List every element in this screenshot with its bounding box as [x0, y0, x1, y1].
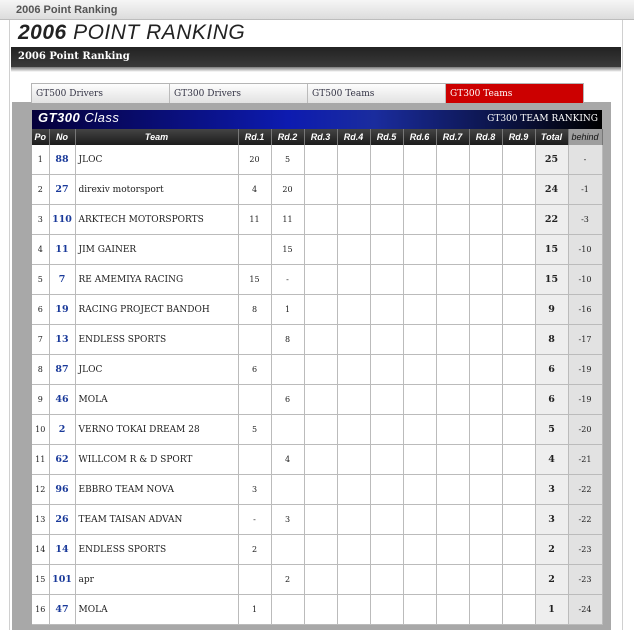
round-5-points-cell: [370, 325, 403, 355]
car-number-cell: 88: [49, 145, 75, 175]
round-6-points-cell: [403, 565, 436, 595]
round-2-points-cell: 4: [271, 445, 304, 475]
total-points-cell: 8: [535, 325, 568, 355]
round-7-points-cell: [436, 535, 469, 565]
round-1-points-cell: 15: [238, 265, 271, 295]
round-7-points-cell: [436, 505, 469, 535]
round-4-points-cell: [337, 325, 370, 355]
table-row: [32, 505, 602, 535]
round-4-points-cell: [337, 295, 370, 325]
points-behind-cell: -22: [568, 505, 602, 535]
round-9-points-cell: [502, 595, 535, 625]
total-points-cell: 22: [535, 205, 568, 235]
position-cell: 4: [32, 235, 49, 265]
points-behind-cell: -3: [568, 205, 602, 235]
table-row: [32, 565, 602, 595]
class-header-bar: [32, 110, 602, 129]
car-number-cell: 11: [49, 235, 75, 265]
points-behind-cell: -10: [568, 235, 602, 265]
round-7-points-cell: [436, 145, 469, 175]
round-5-points-cell: [370, 265, 403, 295]
round-1-points-cell: [238, 445, 271, 475]
round-4-points-cell: [337, 385, 370, 415]
table-row: [32, 325, 602, 355]
round-8-points-cell: [469, 475, 502, 505]
round-1-points-cell: 5: [238, 415, 271, 445]
car-number-cell: 26: [49, 505, 75, 535]
car-number-cell: 2: [49, 415, 75, 445]
round-4-points-cell: [337, 175, 370, 205]
car-number-cell: 19: [49, 295, 75, 325]
round-7-points-cell: [436, 325, 469, 355]
round-4-points-cell: [337, 445, 370, 475]
table-row: [32, 235, 602, 265]
round-2-points-cell: [271, 355, 304, 385]
position-cell: 9: [32, 385, 49, 415]
round-3-points-cell: [304, 475, 337, 505]
team-name-cell: RACING PROJECT BANDOH: [75, 295, 238, 325]
points-behind-cell: -1: [568, 175, 602, 205]
round-8-points-cell: [469, 535, 502, 565]
team-name-cell: JLOC: [75, 145, 238, 175]
round-3-points-cell: [304, 175, 337, 205]
round-5-points-cell: [370, 385, 403, 415]
round-8-points-cell: [469, 385, 502, 415]
round-6-points-cell: [403, 445, 436, 475]
col-header-behind: behind: [568, 129, 602, 145]
team-name-cell: ENDLESS SPORTS: [75, 325, 238, 355]
round-8-points-cell: [469, 205, 502, 235]
car-number-cell: 96: [49, 475, 75, 505]
points-behind-cell: -: [568, 145, 602, 175]
col-header-rd9: Rd.9: [502, 129, 535, 145]
round-1-points-cell: 6: [238, 355, 271, 385]
car-number-cell: 87: [49, 355, 75, 385]
round-8-points-cell: [469, 145, 502, 175]
round-2-points-cell: [271, 415, 304, 445]
col-header-rd1: Rd.1: [238, 129, 271, 145]
car-number-cell: 62: [49, 445, 75, 475]
round-4-points-cell: [337, 235, 370, 265]
col-header-rd5: Rd.5: [370, 129, 403, 145]
round-7-points-cell: [436, 295, 469, 325]
round-8-points-cell: [469, 235, 502, 265]
position-cell: 1: [32, 145, 49, 175]
round-5-points-cell: [370, 535, 403, 565]
round-4-points-cell: [337, 145, 370, 175]
round-2-points-cell: 1: [271, 295, 304, 325]
points-behind-cell: -20: [568, 415, 602, 445]
position-cell: 2: [32, 175, 49, 205]
round-2-points-cell: 2: [271, 565, 304, 595]
round-5-points-cell: [370, 565, 403, 595]
position-cell: 14: [32, 535, 49, 565]
table-row: [32, 205, 602, 235]
round-5-points-cell: [370, 445, 403, 475]
round-3-points-cell: [304, 415, 337, 445]
table-row: [32, 535, 602, 565]
col-header-po: Po: [32, 129, 49, 145]
ranking-caption: GT300 TEAM RANKING: [487, 114, 598, 124]
round-9-points-cell: [502, 565, 535, 595]
round-7-points-cell: [436, 355, 469, 385]
car-number-cell: 46: [49, 385, 75, 415]
round-9-points-cell: [502, 325, 535, 355]
team-name-cell: ENDLESS SPORTS: [75, 535, 238, 565]
car-number-cell: 14: [49, 535, 75, 565]
car-number-cell: 101: [49, 565, 75, 595]
round-4-points-cell: [337, 415, 370, 445]
round-7-points-cell: [436, 475, 469, 505]
total-points-cell: 15: [535, 235, 568, 265]
round-2-points-cell: 3: [271, 505, 304, 535]
round-8-points-cell: [469, 265, 502, 295]
total-points-cell: 2: [535, 565, 568, 595]
round-3-points-cell: [304, 535, 337, 565]
round-3-points-cell: [304, 385, 337, 415]
round-3-points-cell: [304, 205, 337, 235]
position-cell: 3: [32, 205, 49, 235]
round-8-points-cell: [469, 445, 502, 475]
points-behind-cell: -19: [568, 385, 602, 415]
category-tabs: [31, 83, 584, 103]
round-3-points-cell: [304, 595, 337, 625]
round-8-points-cell: [469, 415, 502, 445]
round-1-points-cell: [238, 565, 271, 595]
points-behind-cell: -24: [568, 595, 602, 625]
car-number-cell: 27: [49, 175, 75, 205]
points-behind-cell: -22: [568, 475, 602, 505]
position-cell: 7: [32, 325, 49, 355]
table-body: [32, 145, 602, 625]
tab-gt300-teams[interactable]: GT300 Teams: [446, 84, 583, 103]
round-7-points-cell: [436, 235, 469, 265]
round-9-points-cell: [502, 385, 535, 415]
round-2-points-cell: 6: [271, 385, 304, 415]
round-5-points-cell: [370, 145, 403, 175]
round-1-points-cell: 3: [238, 475, 271, 505]
round-6-points-cell: [403, 205, 436, 235]
round-4-points-cell: [337, 475, 370, 505]
round-3-points-cell: [304, 505, 337, 535]
position-cell: 16: [32, 595, 49, 625]
team-name-cell: JLOC: [75, 355, 238, 385]
round-3-points-cell: [304, 355, 337, 385]
total-points-cell: 2: [535, 535, 568, 565]
round-5-points-cell: [370, 505, 403, 535]
position-cell: 8: [32, 355, 49, 385]
points-behind-cell: -10: [568, 265, 602, 295]
round-9-points-cell: [502, 505, 535, 535]
table-row: [32, 175, 602, 205]
round-5-points-cell: [370, 295, 403, 325]
total-points-cell: 25: [535, 145, 568, 175]
team-name-cell: direxiv motorsport: [75, 175, 238, 205]
table-row: [32, 265, 602, 295]
round-9-points-cell: [502, 415, 535, 445]
round-8-points-cell: [469, 505, 502, 535]
round-1-points-cell: 20: [238, 145, 271, 175]
round-1-points-cell: -: [238, 505, 271, 535]
total-points-cell: 1: [535, 595, 568, 625]
team-name-cell: RE AMEMIYA RACING: [75, 265, 238, 295]
team-name-cell: JIM GAINER: [75, 235, 238, 265]
round-6-points-cell: [403, 385, 436, 415]
position-cell: 5: [32, 265, 49, 295]
class-label-suffix: Class: [84, 110, 120, 125]
round-3-points-cell: [304, 445, 337, 475]
car-number-cell: 7: [49, 265, 75, 295]
round-2-points-cell: 20: [271, 175, 304, 205]
class-label: [38, 110, 119, 125]
round-5-points-cell: [370, 415, 403, 445]
round-6-points-cell: [403, 235, 436, 265]
section-bar: 2006 Point Ranking: [11, 47, 621, 67]
team-name-cell: EBBRO TEAM NOVA: [75, 475, 238, 505]
round-6-points-cell: [403, 295, 436, 325]
round-1-points-cell: [238, 385, 271, 415]
round-1-points-cell: [238, 235, 271, 265]
team-name-cell: MOLA: [75, 385, 238, 415]
points-behind-cell: -21: [568, 445, 602, 475]
round-2-points-cell: [271, 475, 304, 505]
col-header-team: Team: [75, 129, 238, 145]
col-header-rd6: Rd.6: [403, 129, 436, 145]
round-3-points-cell: [304, 265, 337, 295]
table-row: [32, 595, 602, 625]
position-cell: 10: [32, 415, 49, 445]
points-behind-cell: -23: [568, 535, 602, 565]
round-6-points-cell: [403, 595, 436, 625]
round-5-points-cell: [370, 595, 403, 625]
col-header-rd7: Rd.7: [436, 129, 469, 145]
round-9-points-cell: [502, 205, 535, 235]
round-2-points-cell: 15: [271, 235, 304, 265]
round-8-points-cell: [469, 595, 502, 625]
table-row: [32, 355, 602, 385]
total-points-cell: 15: [535, 265, 568, 295]
round-8-points-cell: [469, 325, 502, 355]
col-header-rd2: Rd.2: [271, 129, 304, 145]
round-2-points-cell: 11: [271, 205, 304, 235]
points-behind-cell: -23: [568, 565, 602, 595]
round-3-points-cell: [304, 145, 337, 175]
round-2-points-cell: 5: [271, 145, 304, 175]
tab-gt300-drivers[interactable]: GT300 Drivers: [170, 84, 308, 103]
car-number-cell: 110: [49, 205, 75, 235]
round-5-points-cell: [370, 355, 403, 385]
round-2-points-cell: 8: [271, 325, 304, 355]
total-points-cell: 5: [535, 415, 568, 445]
round-6-points-cell: [403, 535, 436, 565]
round-4-points-cell: [337, 505, 370, 535]
round-9-points-cell: [502, 475, 535, 505]
points-behind-cell: -19: [568, 355, 602, 385]
total-points-cell: 6: [535, 385, 568, 415]
round-6-points-cell: [403, 265, 436, 295]
position-cell: 11: [32, 445, 49, 475]
round-7-points-cell: [436, 415, 469, 445]
round-3-points-cell: [304, 325, 337, 355]
round-6-points-cell: [403, 355, 436, 385]
round-2-points-cell: [271, 595, 304, 625]
round-9-points-cell: [502, 535, 535, 565]
round-7-points-cell: [436, 565, 469, 595]
table-row: [32, 145, 602, 175]
round-9-points-cell: [502, 175, 535, 205]
col-header-rd8: Rd.8: [469, 129, 502, 145]
total-points-cell: 4: [535, 445, 568, 475]
round-6-points-cell: [403, 475, 436, 505]
round-7-points-cell: [436, 175, 469, 205]
round-4-points-cell: [337, 595, 370, 625]
table-row: [32, 445, 602, 475]
team-name-cell: VERNO TOKAI DREAM 28: [75, 415, 238, 445]
round-7-points-cell: [436, 385, 469, 415]
round-9-points-cell: [502, 355, 535, 385]
round-4-points-cell: [337, 535, 370, 565]
tab-gt500-drivers[interactable]: GT500 Drivers: [32, 84, 170, 103]
total-points-cell: 6: [535, 355, 568, 385]
col-header-no: No: [49, 129, 75, 145]
round-1-points-cell: 4: [238, 175, 271, 205]
points-behind-cell: -16: [568, 295, 602, 325]
round-7-points-cell: [436, 595, 469, 625]
round-4-points-cell: [337, 565, 370, 595]
total-points-cell: 3: [535, 475, 568, 505]
round-3-points-cell: [304, 235, 337, 265]
round-9-points-cell: [502, 295, 535, 325]
round-7-points-cell: [436, 205, 469, 235]
points-behind-cell: -17: [568, 325, 602, 355]
round-8-points-cell: [469, 565, 502, 595]
tab-gt500-teams[interactable]: GT500 Teams: [308, 84, 446, 103]
round-1-points-cell: 1: [238, 595, 271, 625]
round-9-points-cell: [502, 265, 535, 295]
table-row: [32, 475, 602, 505]
car-number-cell: 47: [49, 595, 75, 625]
round-5-points-cell: [370, 175, 403, 205]
col-header-rd3: Rd.3: [304, 129, 337, 145]
round-6-points-cell: [403, 415, 436, 445]
team-name-cell: ARKTECH MOTORSPORTS: [75, 205, 238, 235]
round-8-points-cell: [469, 175, 502, 205]
car-number-cell: 13: [49, 325, 75, 355]
round-7-points-cell: [436, 265, 469, 295]
round-6-points-cell: [403, 325, 436, 355]
round-3-points-cell: [304, 295, 337, 325]
round-8-points-cell: [469, 355, 502, 385]
col-header-rd4: Rd.4: [337, 129, 370, 145]
round-3-points-cell: [304, 565, 337, 595]
round-4-points-cell: [337, 355, 370, 385]
table-row: [32, 415, 602, 445]
round-1-points-cell: 2: [238, 535, 271, 565]
team-name-cell: MOLA: [75, 595, 238, 625]
position-cell: 6: [32, 295, 49, 325]
round-7-points-cell: [436, 445, 469, 475]
round-6-points-cell: [403, 175, 436, 205]
team-name-cell: WILLCOM R & D SPORT: [75, 445, 238, 475]
position-cell: 12: [32, 475, 49, 505]
total-points-cell: 9: [535, 295, 568, 325]
round-9-points-cell: [502, 145, 535, 175]
col-header-total: Total: [535, 129, 568, 145]
window-title: 2006 Point Ranking: [0, 0, 634, 20]
position-cell: 13: [32, 505, 49, 535]
round-8-points-cell: [469, 295, 502, 325]
position-cell: 15: [32, 565, 49, 595]
table-header-row: [32, 129, 602, 145]
round-6-points-cell: [403, 505, 436, 535]
round-5-points-cell: [370, 235, 403, 265]
round-9-points-cell: [502, 445, 535, 475]
round-5-points-cell: [370, 205, 403, 235]
page-title-text: POINT RANKING: [73, 21, 246, 44]
round-4-points-cell: [337, 205, 370, 235]
page-title: [18, 21, 245, 45]
total-points-cell: 3: [535, 505, 568, 535]
round-2-points-cell: [271, 535, 304, 565]
page-title-year: 2006: [18, 21, 67, 44]
table-row: [32, 295, 602, 325]
round-1-points-cell: 8: [238, 295, 271, 325]
round-9-points-cell: [502, 235, 535, 265]
round-1-points-cell: 11: [238, 205, 271, 235]
round-4-points-cell: [337, 265, 370, 295]
section-bar-shadow: [11, 67, 621, 72]
round-2-points-cell: -: [271, 265, 304, 295]
class-label-prefix: GT300: [38, 110, 81, 125]
table-row: [32, 385, 602, 415]
round-5-points-cell: [370, 475, 403, 505]
team-name-cell: TEAM TAISAN ADVAN: [75, 505, 238, 535]
round-1-points-cell: [238, 325, 271, 355]
ranking-table: [32, 129, 603, 625]
team-name-cell: apr: [75, 565, 238, 595]
total-points-cell: 24: [535, 175, 568, 205]
round-6-points-cell: [403, 145, 436, 175]
